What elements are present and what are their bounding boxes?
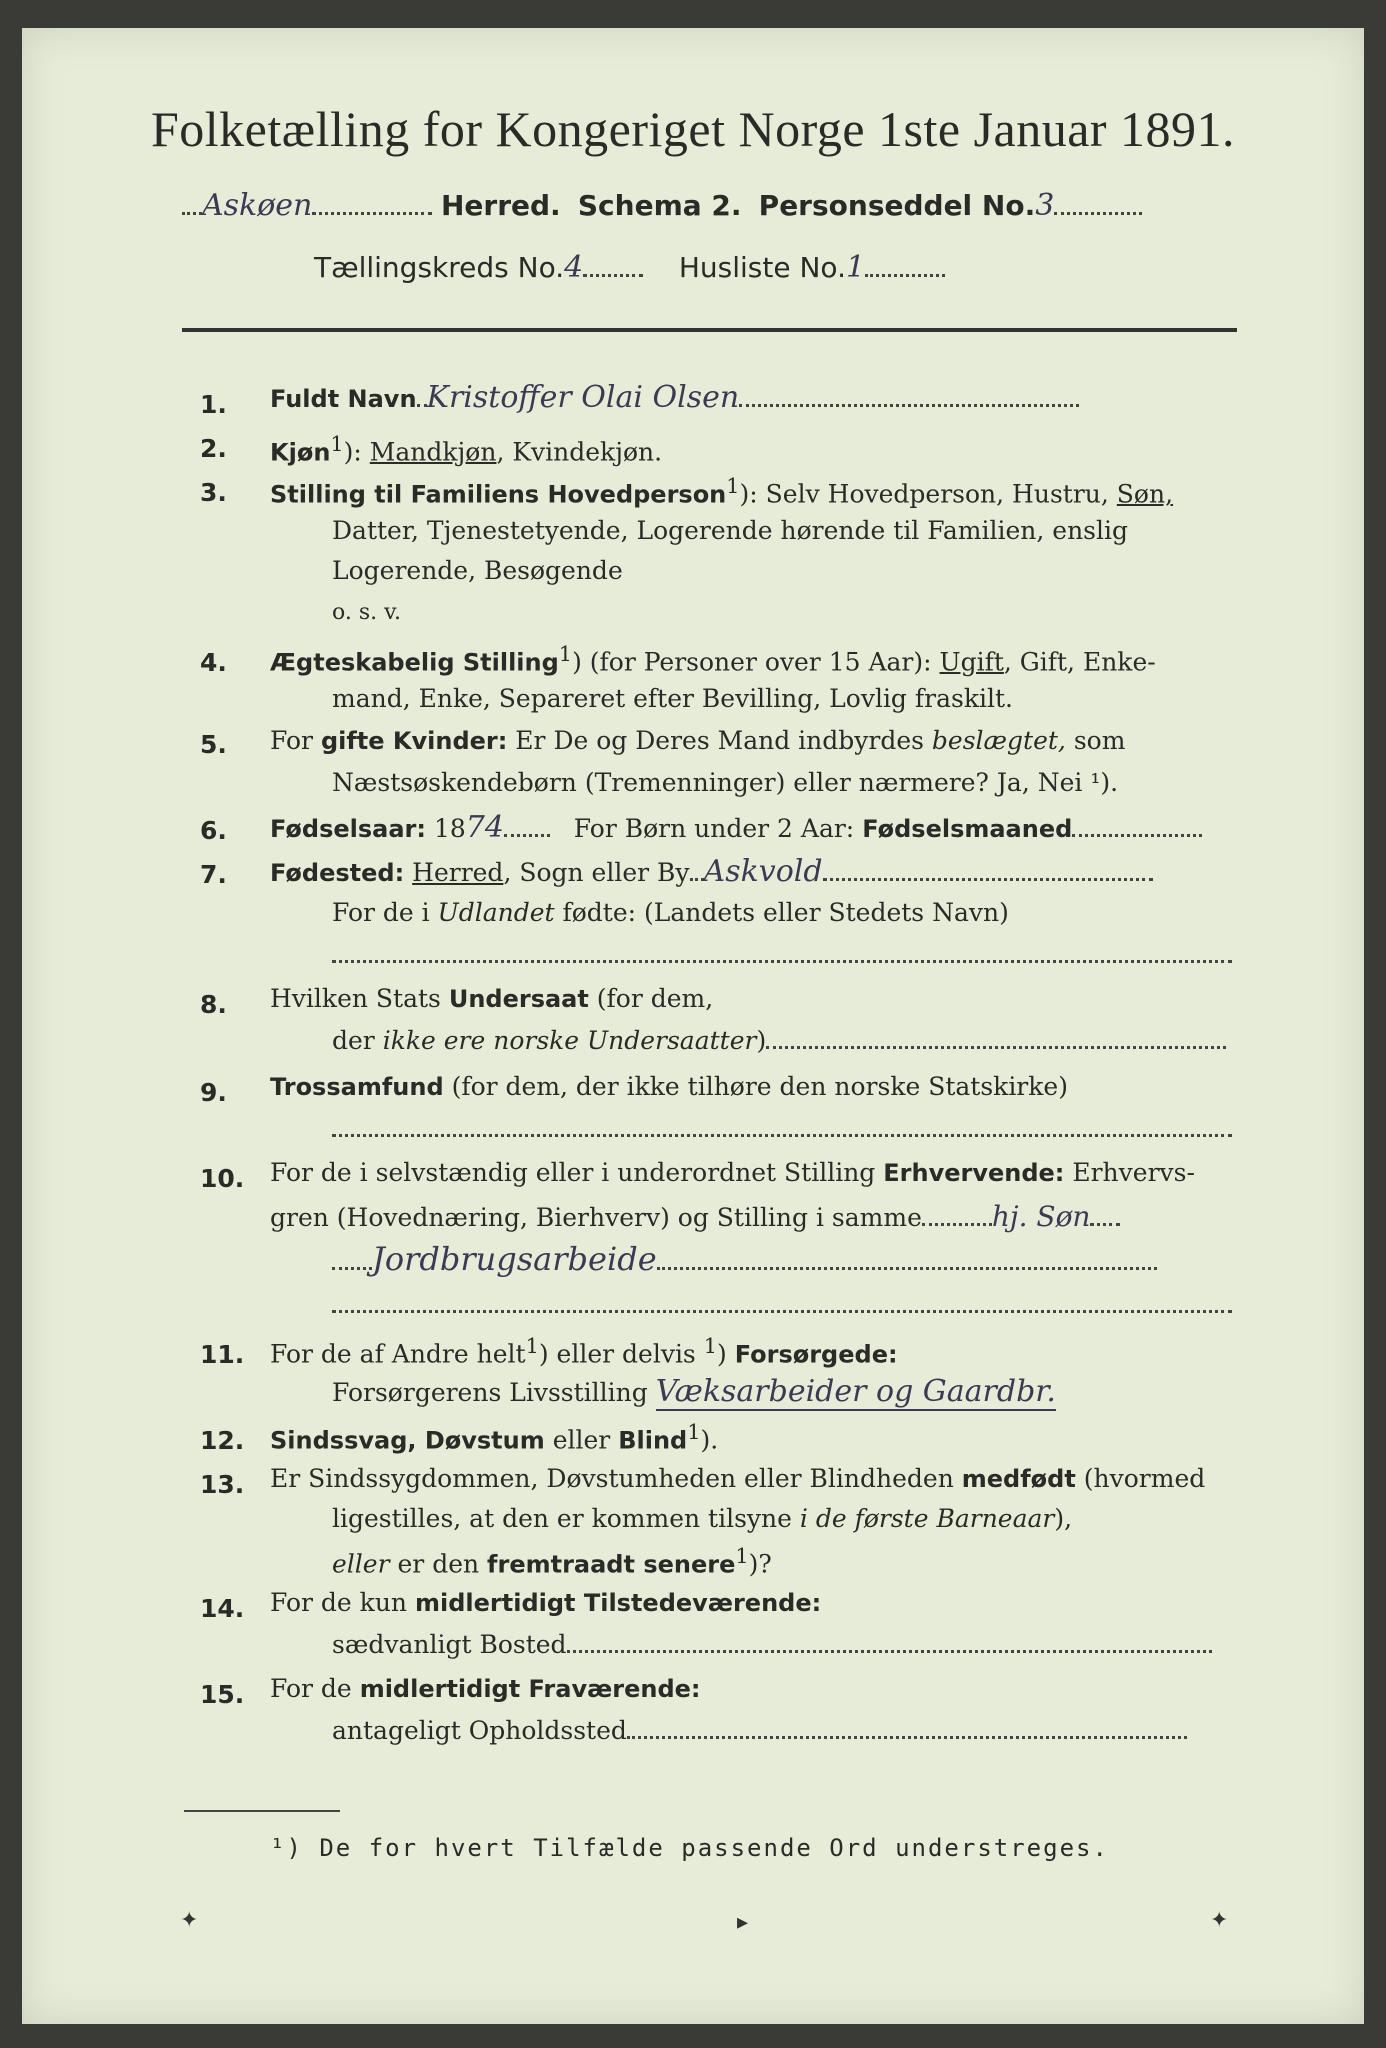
kreds-label: Tællingskreds No. (314, 251, 565, 284)
footnote-text: De for hvert Tilfælde passende Ord understreges. (319, 1834, 1109, 1862)
item-13-line-1 (270, 1464, 1205, 1493)
later-prefix: er den (397, 1549, 480, 1579)
non-citizen-text: ikke ere norske Undersaatter (382, 1026, 757, 1055)
footnote-rule (184, 1810, 340, 1812)
item-7-line-1 (270, 854, 1153, 889)
occupation-prefix: For de i selvstændig eller i underordnet Stilling (270, 1158, 876, 1187)
occupation-value-2: Jordbrugsarbeide (372, 1240, 657, 1278)
registration-mark-center: ▸ (737, 1910, 749, 1935)
item-15-line-2 (332, 1716, 1187, 1745)
related-word: beslægtet, (931, 726, 1066, 755)
footnote-marker: ¹) (270, 1834, 303, 1862)
disability-label: Sindssvag, Døvstum (270, 1426, 545, 1455)
non-citizen-suffix: ) (756, 1026, 767, 1055)
item-number-3: 3. (200, 478, 227, 507)
item-number-5: 5. (200, 730, 227, 759)
item-8-line-2 (332, 1026, 1226, 1055)
item-number-8: 8. (200, 990, 227, 1019)
herred-label: Herred. (440, 189, 561, 222)
kreds-line (314, 250, 945, 285)
item-8-line-1 (270, 984, 713, 1013)
supported-label: Forsørgede: (734, 1340, 898, 1369)
item-10-line-1 (270, 1158, 1195, 1187)
abroad-prefix: For de i (332, 898, 430, 927)
family-position-options: ): Selv Hovedperson, Hustru, (739, 479, 1109, 509)
occupation-label: Erhvervende: (883, 1159, 1065, 1187)
supported-close: ) (716, 1339, 727, 1369)
birth-month-label: Fødselsmaaned (862, 815, 1073, 843)
item-number-4: 4. (200, 648, 227, 677)
personseddel-label: Personseddel No. (758, 189, 1036, 222)
birth-year-value: 74 (465, 810, 504, 845)
census-form (22, 28, 1364, 2024)
item-15-line-1 (270, 1674, 701, 1703)
supported-prefix: For de af Andre helt (270, 1339, 526, 1369)
item-13-line-2 (332, 1504, 1072, 1533)
later-label: fremtraadt senere (487, 1550, 736, 1579)
temporary-absent-prefix: For de (270, 1674, 352, 1703)
usual-residence-label: sædvanligt Bosted (332, 1630, 567, 1659)
non-citizen-prefix: der (332, 1026, 375, 1055)
later-close: )? (748, 1549, 772, 1579)
item-3-line-3: Logerende, Besøgende (332, 556, 623, 585)
item-number-14: 14. (200, 1594, 245, 1623)
nationality-label: Undersaat (448, 985, 589, 1013)
herred-line (182, 188, 1142, 223)
item-3-line-4: o. s. v. (332, 600, 401, 625)
congenital-label: medfødt (961, 1465, 1076, 1493)
marital-status-selected: Ugift (939, 647, 1004, 677)
provider-value: Væksarbeider og Gaardbr. (655, 1374, 1056, 1409)
religion-note: (for dem, der ikke tilhøre den norske Statskirke) (451, 1072, 1068, 1101)
item-10-blank (332, 1290, 1232, 1319)
item-number-10: 10. (200, 1164, 245, 1193)
nationality-note: (for dem, (596, 984, 714, 1013)
full-name-label: Fuldt Navn (270, 385, 417, 413)
item-10-line-3 (332, 1240, 1157, 1278)
occupation-suffix: Erhvervs- (1072, 1158, 1195, 1187)
family-position-selected: Søn, (1116, 479, 1174, 509)
item-1 (270, 380, 1079, 415)
childhood-prefix: ligestilles, at den er kommen tilsyne (332, 1504, 792, 1533)
herred-value: Askøen (202, 188, 313, 223)
item-14-line-1 (270, 1588, 821, 1617)
item-5-line-2: Næstsøskendebørn (Tremenninger) eller nærmere? Ja, Nei ¹). (332, 768, 1119, 797)
item-number-11: 11. (200, 1340, 245, 1369)
item-4-line-2: mand, Enke, Separeret efter Bevilling, Lovlig fraskilt. (332, 684, 1013, 713)
item-11-line-1: For de af Andre helt$^1$) eller delvis $^1$) Forsørgede: (270, 1334, 898, 1369)
item-number-1: 1. (200, 390, 227, 419)
item-9-line-1 (270, 1072, 1068, 1101)
item-11-line-2 (332, 1374, 1056, 1409)
marital-status-label: Ægteskabelig Stilling (270, 648, 559, 677)
item-4-line-1: Ægteskabelig Stilling$^1$) (for Personer over 15 Aar): Ugift, Gift, Enke- (270, 642, 1156, 677)
abroad-note: fødte: (Landets eller Stedets Navn) (562, 898, 1009, 927)
abroad-word: Udlandet (437, 898, 555, 927)
item-number-6: 6. (200, 816, 227, 845)
provider-label: Forsørgerens Livsstilling (332, 1378, 648, 1407)
husliste-value: 1 (845, 250, 866, 285)
form-title: Folketælling for Kongeriget Norge 1ste Januar 1891. (150, 101, 1236, 157)
congenital-question: Er Sindssygdommen, Døvstumheden eller Blindheden (270, 1464, 954, 1493)
marital-status-note: ) (for Personer over 15 Aar): (572, 647, 932, 677)
occupation-description: gren (Hovednæring, Bierhverv) og Stilling i samme (270, 1203, 922, 1232)
married-women-suffix: som (1073, 726, 1126, 755)
gender-label: Kjøn (270, 438, 331, 467)
item-number-15: 15. (200, 1680, 245, 1709)
married-women-label: gifte Kvinder: (320, 727, 508, 755)
registration-mark-right: ✦ (1210, 1908, 1229, 1933)
childhood-close: ), (1054, 1504, 1073, 1533)
temporary-present-label: midlertidigt Tilstedeværende: (414, 1589, 822, 1617)
item-2: Kjøn$^1$): Mandkjøn, Kvindekjøn. (270, 432, 663, 467)
marital-status-options: , Gift, Enke- (1003, 647, 1156, 677)
registration-mark-left: ✦ (180, 1908, 199, 1933)
occupation-value-1: hj. Søn (991, 1200, 1091, 1233)
kreds-value: 4 (564, 250, 584, 285)
nationality-prefix: Hvilken Stats (270, 984, 441, 1013)
item-number-12: 12. (200, 1426, 245, 1455)
probable-residence-label: antageligt Opholdssted (332, 1716, 627, 1745)
footnote (270, 1834, 1109, 1862)
or-word: eller (332, 1549, 390, 1579)
gender-options: , Kvindekjøn. (496, 437, 663, 467)
supported-middle: ) eller delvis (538, 1339, 696, 1369)
blind-label: Blind (618, 1426, 688, 1455)
item-12: Sindssvag, Døvstum eller Blind$^1$). (270, 1420, 719, 1455)
religion-label: Trossamfund (270, 1073, 444, 1101)
item-14-line-2 (332, 1630, 1212, 1659)
congenital-suffix: (hvormed (1083, 1464, 1206, 1493)
footnote-ref: 1 (330, 432, 344, 456)
birthplace-label: Fødested: (270, 859, 405, 887)
married-women-question: Er De og Deres Mand indbyrdes (515, 726, 924, 755)
item-7-line-2 (332, 898, 1009, 927)
personseddel-value: 3 (1035, 188, 1055, 223)
infant-note: For Børn under 2 Aar: (573, 814, 855, 843)
item-number-9: 9. (200, 1078, 227, 1107)
birth-year-label: Fødselsaar: (270, 815, 426, 843)
item-number-2: 2. (200, 434, 227, 463)
schema-label: Schema 2. (577, 189, 742, 222)
item-10-line-2 (270, 1200, 1120, 1233)
item-number-13: 13. (200, 1470, 245, 1499)
item-3-line-2: Datter, Tjenestetyende, Logerende hørende til Familien, enslig (332, 516, 1129, 545)
married-women-prefix: For (270, 726, 313, 755)
item-5-line-1 (270, 726, 1125, 755)
full-name-value: Kristoffer Olai Olsen (426, 380, 740, 415)
family-position-label: Stilling til Familiens Hovedperson (270, 480, 727, 509)
birthplace-value: Askvold (703, 854, 823, 889)
temporary-absent-label: midlertidigt Fraværende: (359, 1675, 701, 1703)
gender-selected: Mandkjøn (369, 437, 497, 467)
birthplace-options: , Sogn eller By (503, 858, 690, 887)
temporary-present-prefix: For de kun (270, 1588, 408, 1617)
disability-or: eller (552, 1425, 611, 1455)
item-13-line-3: eller er den fremtraadt senere$^1$)? (332, 1544, 772, 1579)
birthplace-selected: Herred (412, 858, 504, 887)
item-7-blank (332, 940, 1232, 969)
birth-year-prefix: 18 (433, 814, 466, 843)
item-9-blank (332, 1114, 1232, 1143)
item-number-7: 7. (200, 860, 227, 889)
disability-close: ). (700, 1425, 719, 1455)
item-3-line-1: Stilling til Familiens Hovedperson$^1$): Selv Hovedperson, Hustru, Søn, (270, 474, 1174, 509)
childhood-years: i de første Barneaar (799, 1504, 1055, 1533)
item-6 (270, 810, 1202, 845)
header-rule (182, 328, 1237, 332)
husliste-label: Husliste No. (678, 251, 846, 284)
